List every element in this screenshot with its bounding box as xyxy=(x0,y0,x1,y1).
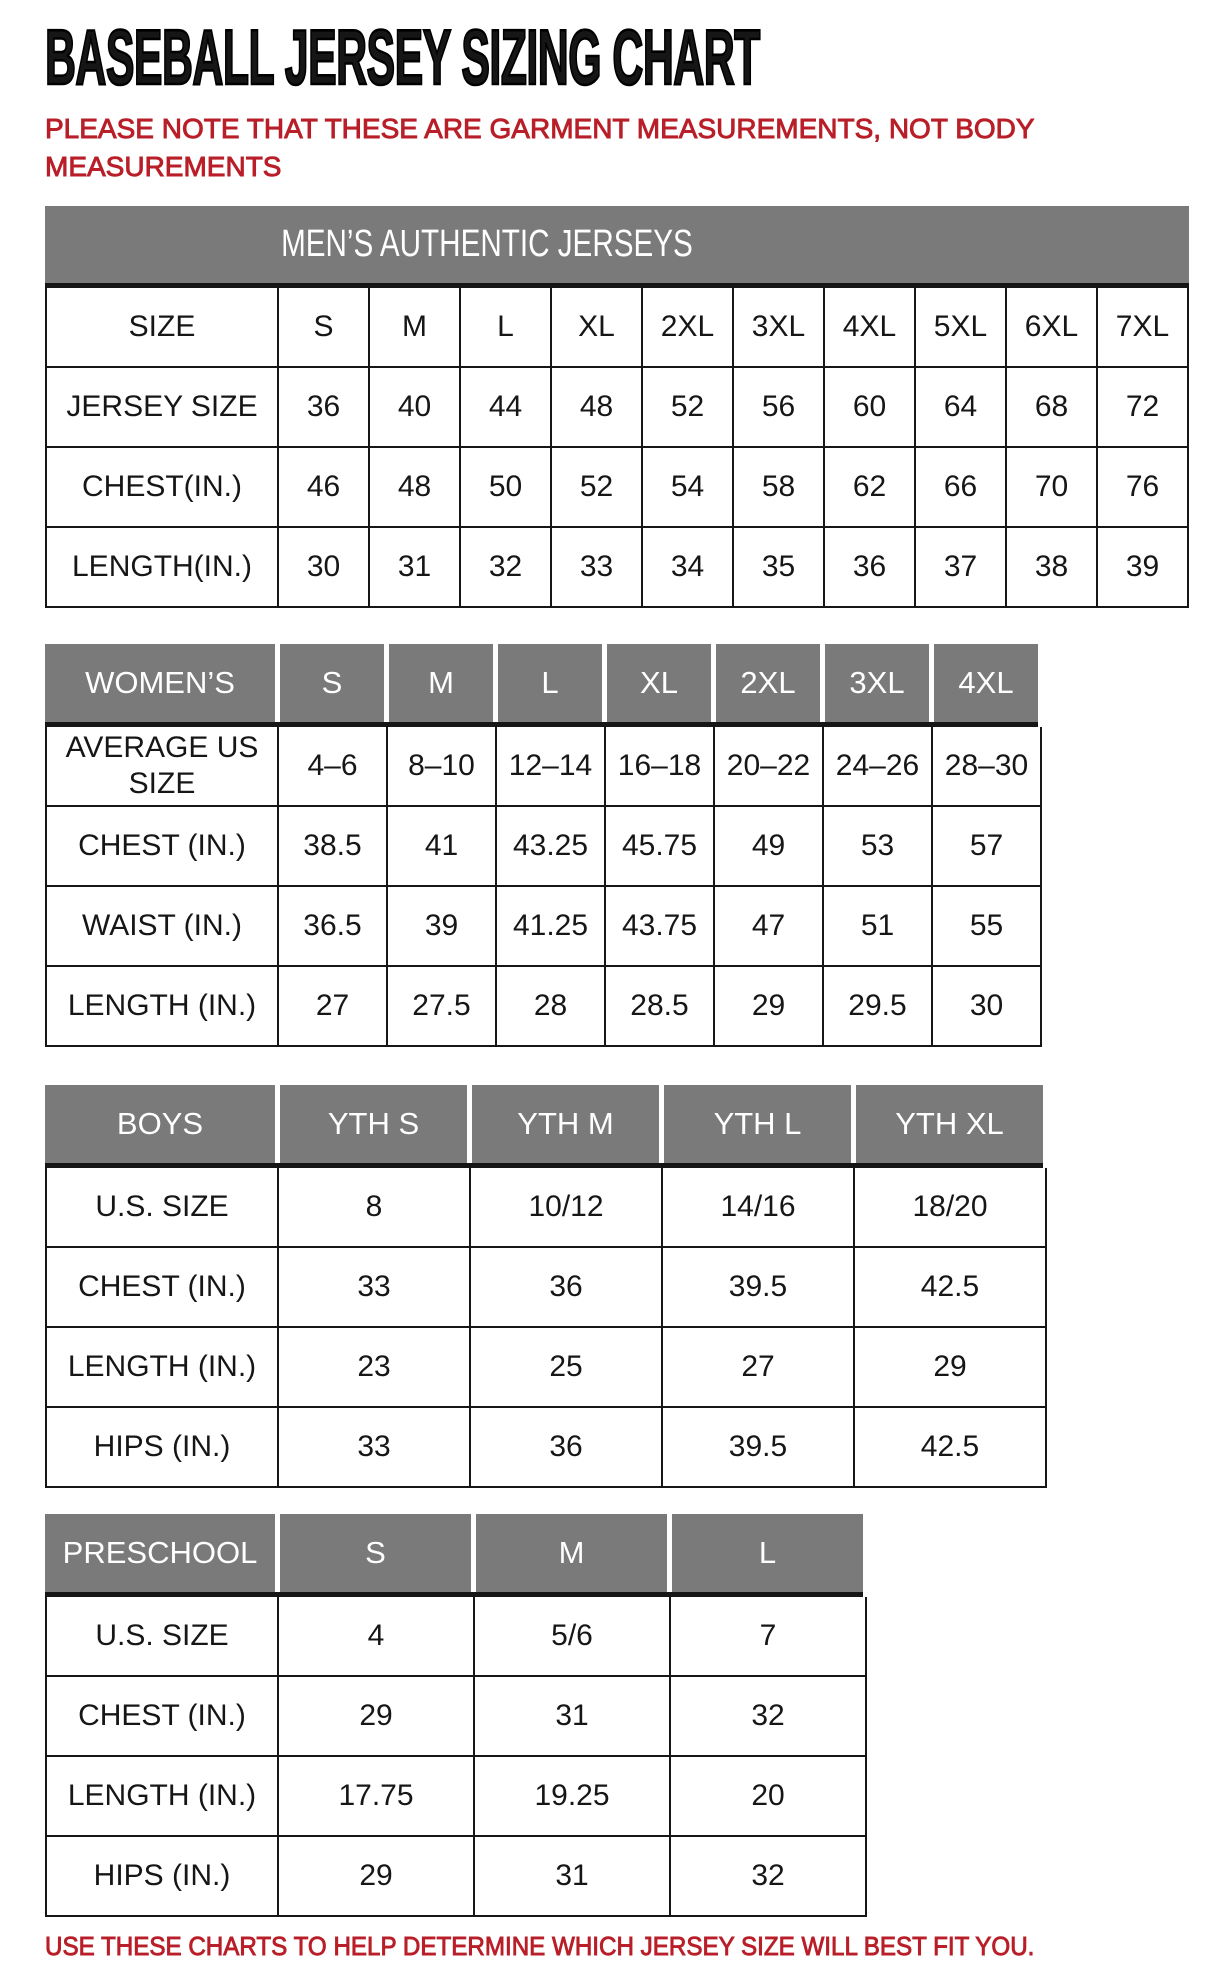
value-cell: 17.75 xyxy=(277,1757,473,1835)
value-cell: 55 xyxy=(931,887,1040,965)
value-cell: 27 xyxy=(661,1328,853,1406)
value-cell: 18/20 xyxy=(853,1168,1045,1246)
row-label: CHEST (IN.) xyxy=(47,1248,277,1326)
table-header-row xyxy=(45,644,1038,727)
value-cell: 36 xyxy=(823,528,914,606)
fit-advice-text xyxy=(45,1931,1190,1962)
value-cell: 43.75 xyxy=(604,887,713,965)
value-cell: 40 xyxy=(368,368,459,446)
header-cell: BOYS xyxy=(45,1085,275,1163)
value-cell: 27 xyxy=(277,967,386,1045)
value-cell: 53 xyxy=(822,807,931,885)
header-cell: PRESCHOOL xyxy=(45,1514,275,1592)
garment-measurement-note: PLEASE NOTE THAT THESE ARE GARMENT MEASUREMENTS, NOT BODY MEASUREMENTS xyxy=(45,113,1035,183)
value-cell: M xyxy=(368,288,459,366)
table-row xyxy=(47,526,1187,606)
header-cell: M xyxy=(384,644,493,722)
value-cell: 31 xyxy=(473,1837,669,1915)
header-cell: WOMEN’S xyxy=(45,644,275,722)
value-cell: 5/6 xyxy=(473,1597,669,1675)
value-cell: 38.5 xyxy=(277,807,386,885)
value-cell: 39.5 xyxy=(661,1408,853,1486)
value-cell: 19.25 xyxy=(473,1757,669,1835)
table-row xyxy=(47,288,1187,366)
header-cell: 4XL xyxy=(929,644,1038,722)
table-row xyxy=(47,1835,865,1915)
value-cell: S xyxy=(277,288,368,366)
value-cell: 12–14 xyxy=(495,727,604,805)
value-cell: 4–6 xyxy=(277,727,386,805)
boys-size-grid xyxy=(45,1085,1047,1488)
row-label: WAIST (IN.) xyxy=(47,887,277,965)
value-cell: 44 xyxy=(459,368,550,446)
value-cell: 68 xyxy=(1005,368,1096,446)
mens-table-banner xyxy=(45,206,1189,288)
value-cell: 50 xyxy=(459,448,550,526)
value-cell: 42.5 xyxy=(853,1408,1045,1486)
value-cell: 20–22 xyxy=(713,727,822,805)
value-cell: 36 xyxy=(469,1248,661,1326)
value-cell: 28.5 xyxy=(604,967,713,1045)
value-cell: 7XL xyxy=(1096,288,1187,366)
header-cell: M xyxy=(471,1514,667,1592)
value-cell: 49 xyxy=(713,807,822,885)
value-cell: 36 xyxy=(469,1408,661,1486)
value-cell: 30 xyxy=(277,528,368,606)
womens-table xyxy=(45,644,1042,1047)
header-cell: L xyxy=(493,644,602,722)
value-cell: 10/12 xyxy=(469,1168,661,1246)
row-label: SIZE xyxy=(47,288,277,366)
header-cell: 2XL xyxy=(711,644,820,722)
womens-size-grid xyxy=(45,644,1042,1047)
value-cell: 3XL xyxy=(732,288,823,366)
preschool-table xyxy=(45,1514,867,1917)
mens-size-grid xyxy=(45,288,1189,608)
value-cell: 42.5 xyxy=(853,1248,1045,1326)
mens-table xyxy=(45,206,1189,608)
value-cell: 20 xyxy=(669,1757,865,1835)
value-cell: 31 xyxy=(368,528,459,606)
value-cell: 30 xyxy=(931,967,1040,1045)
value-cell: 28 xyxy=(495,967,604,1045)
value-cell: 54 xyxy=(641,448,732,526)
value-cell: 16–18 xyxy=(604,727,713,805)
table-body xyxy=(45,288,1189,608)
value-cell: 31 xyxy=(473,1677,669,1755)
value-cell: 29 xyxy=(277,1677,473,1755)
value-cell: 33 xyxy=(277,1408,469,1486)
value-cell: 66 xyxy=(914,448,1005,526)
value-cell: 51 xyxy=(822,887,931,965)
table-row xyxy=(47,965,1040,1045)
value-cell: 47 xyxy=(713,887,822,965)
header-cell: YTH S xyxy=(275,1085,467,1163)
row-label: LENGTH (IN.) xyxy=(47,967,277,1045)
header-cell: YTH M xyxy=(467,1085,659,1163)
table-body xyxy=(45,727,1042,1047)
value-cell: 29 xyxy=(277,1837,473,1915)
header-cell: YTH XL xyxy=(851,1085,1043,1163)
value-cell: 29.5 xyxy=(822,967,931,1045)
row-label: U.S. SIZE xyxy=(47,1597,277,1675)
value-cell: 7 xyxy=(669,1597,865,1675)
value-cell: 39.5 xyxy=(661,1248,853,1326)
value-cell: 33 xyxy=(550,528,641,606)
header-cell: L xyxy=(667,1514,863,1592)
row-label: CHEST (IN.) xyxy=(47,1677,277,1755)
header-cell: YTH L xyxy=(659,1085,851,1163)
header-cell: XL xyxy=(602,644,711,722)
header-cell: S xyxy=(275,1514,471,1592)
table-header-row xyxy=(45,1514,863,1597)
table-row xyxy=(47,1326,1045,1406)
row-label: AVERAGE US SIZE xyxy=(47,727,277,805)
table-row xyxy=(47,366,1187,446)
row-label: HIPS (IN.) xyxy=(47,1408,277,1486)
value-cell: 41.25 xyxy=(495,887,604,965)
row-label: HIPS (IN.) xyxy=(47,1837,277,1915)
value-cell: 36.5 xyxy=(277,887,386,965)
value-cell: 35 xyxy=(732,528,823,606)
table-row xyxy=(47,805,1040,885)
mens-table-title: MEN’S AUTHENTIC JERSEYS xyxy=(281,223,693,266)
row-label: CHEST (IN.) xyxy=(47,807,277,885)
value-cell: 58 xyxy=(732,448,823,526)
value-cell: 25 xyxy=(469,1328,661,1406)
preschool-size-grid xyxy=(45,1514,867,1917)
value-cell: 32 xyxy=(459,528,550,606)
table-row xyxy=(47,885,1040,965)
row-label: JERSEY SIZE xyxy=(47,368,277,446)
header-cell: S xyxy=(275,644,384,722)
row-label: LENGTH (IN.) xyxy=(47,1328,277,1406)
value-cell: 32 xyxy=(669,1677,865,1755)
value-cell: 46 xyxy=(277,448,368,526)
table-row xyxy=(47,1755,865,1835)
value-cell: 29 xyxy=(853,1328,1045,1406)
value-cell: 4 xyxy=(277,1597,473,1675)
table-row xyxy=(47,1675,865,1755)
table-row xyxy=(47,1597,865,1675)
table-row xyxy=(47,727,1040,805)
value-cell: 38 xyxy=(1005,528,1096,606)
value-cell: 70 xyxy=(1005,448,1096,526)
value-cell: 45.75 xyxy=(604,807,713,885)
row-label: CHEST(IN.) xyxy=(47,448,277,526)
value-cell: 28–30 xyxy=(931,727,1040,805)
value-cell: 52 xyxy=(550,448,641,526)
value-cell: 14/16 xyxy=(661,1168,853,1246)
value-cell: 33 xyxy=(277,1248,469,1326)
value-cell: 24–26 xyxy=(822,727,931,805)
value-cell: 57 xyxy=(931,807,1040,885)
value-cell: 5XL xyxy=(914,288,1005,366)
table-row xyxy=(47,446,1187,526)
value-cell: 2XL xyxy=(641,288,732,366)
value-cell: XL xyxy=(550,288,641,366)
value-cell: 39 xyxy=(386,887,495,965)
table-header-row xyxy=(45,1085,1043,1168)
value-cell: 48 xyxy=(550,368,641,446)
value-cell: 76 xyxy=(1096,448,1187,526)
table-body xyxy=(45,1168,1047,1488)
value-cell: 8–10 xyxy=(386,727,495,805)
row-label: U.S. SIZE xyxy=(47,1168,277,1246)
value-cell: 37 xyxy=(914,528,1005,606)
sizing-chart-page xyxy=(45,13,1190,1962)
header-cell: 3XL xyxy=(820,644,929,722)
value-cell: 43.25 xyxy=(495,807,604,885)
page-title-text: BASEBALL JERSEY SIZING CHART xyxy=(45,13,760,101)
value-cell: 6XL xyxy=(1005,288,1096,366)
value-cell: 64 xyxy=(914,368,1005,446)
table-row xyxy=(47,1168,1045,1246)
value-cell: 39 xyxy=(1096,528,1187,606)
value-cell: 41 xyxy=(386,807,495,885)
value-cell: 23 xyxy=(277,1328,469,1406)
table-row xyxy=(47,1246,1045,1326)
value-cell: 8 xyxy=(277,1168,469,1246)
page-title xyxy=(45,13,1190,101)
value-cell: 62 xyxy=(823,448,914,526)
row-label: LENGTH(IN.) xyxy=(47,528,277,606)
value-cell: 48 xyxy=(368,448,459,526)
value-cell: 32 xyxy=(669,1837,865,1915)
value-cell: 34 xyxy=(641,528,732,606)
value-cell: 52 xyxy=(641,368,732,446)
table-row xyxy=(47,1406,1045,1486)
boys-table xyxy=(45,1085,1047,1488)
value-cell: 29 xyxy=(713,967,822,1045)
row-label: LENGTH (IN.) xyxy=(47,1757,277,1835)
value-cell: 60 xyxy=(823,368,914,446)
value-cell: 4XL xyxy=(823,288,914,366)
value-cell: 27.5 xyxy=(386,967,495,1045)
value-cell: 72 xyxy=(1096,368,1187,446)
value-cell: 56 xyxy=(732,368,823,446)
table-body xyxy=(45,1597,867,1917)
value-cell: L xyxy=(459,288,550,366)
fit-advice-inner: USE THESE CHARTS TO HELP DETERMINE WHICH JERSEY SIZE WILL BEST FIT YOU. xyxy=(45,1931,1035,1962)
value-cell: 36 xyxy=(277,368,368,446)
